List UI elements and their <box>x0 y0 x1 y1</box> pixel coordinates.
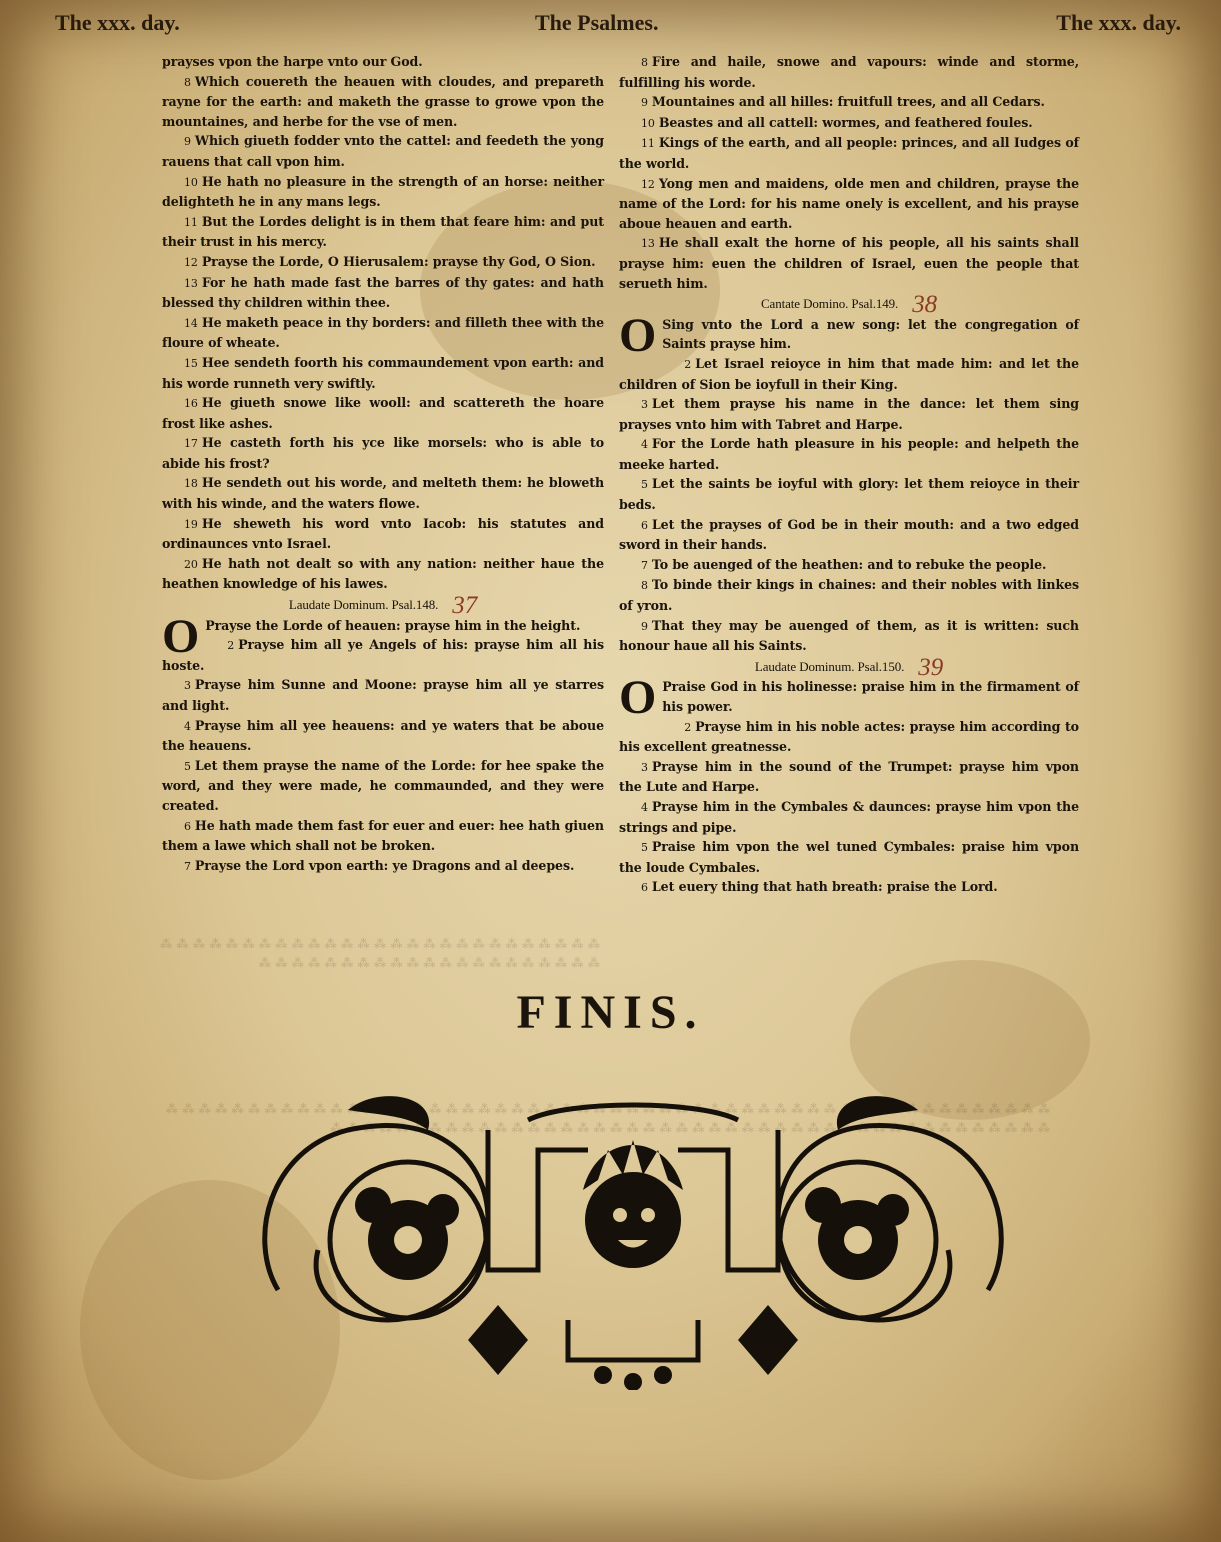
psalm-150-opening <box>619 671 1079 725</box>
verse <box>162 131 604 171</box>
verse-text: To binde their kings in chaines: and their nobles with linkes of yron. <box>619 577 1079 614</box>
verse-number: 17 <box>184 437 198 451</box>
verse-text: Which giueth fodder vnto the cattel: and feedeth the yong rauens that call vpon him. <box>162 133 604 169</box>
psalm-150-title <box>619 653 1079 681</box>
verse-number: 10 <box>184 175 198 189</box>
verse-number: 11 <box>641 137 655 151</box>
verse-text: Praise him vpon the wel tuned Cymbales: praise him vpon the loude Cymbales. <box>619 839 1079 875</box>
verse-text: He casteth forth his yce like morsels: who is able to abide his frost? <box>162 435 604 471</box>
verse <box>162 473 604 513</box>
verse <box>619 757 1079 797</box>
verse <box>162 72 604 132</box>
verse-text: Prayse him all yee heauens: and ye waters that be aboue the heauens. <box>162 717 604 754</box>
right-column <box>619 52 1079 898</box>
verse-text: He shall exalt the horne of his people, all his saints shall prayse him: euen the children of Israel, euen the people that serueth him. <box>619 235 1079 291</box>
verse-text: Fire and haile, snowe and vapours: winde and storme, fulfilling his worde. <box>619 54 1079 90</box>
psalm-150-verses <box>619 717 1079 898</box>
verse-number: 19 <box>184 517 198 531</box>
psalm-149-title <box>619 291 1079 319</box>
verse-text: Let the saints be ioyful with glory: let them reioyce in their beds. <box>619 476 1079 513</box>
show-through-text: ⁂ ⁂ ⁂ ⁂ ⁂ ⁂ ⁂ ⁂ ⁂ ⁂ ⁂ ⁂ ⁂ ⁂ ⁂ ⁂ ⁂ ⁂ ⁂ ⁂ ⁂ ⁂ ⁂ ⁂ ⁂ ⁂ ⁂ ⁂ ⁂ ⁂ ⁂ ⁂ ⁂ ⁂ ⁂ ⁂ ⁂ ⁂ ⁂ ⁂ ⁂ ⁂ ⁂ ⁂ ⁂ ⁂ ⁂ ⁂ <box>159 937 600 970</box>
verse-text: To be auenged of the heathen: and to rebuke the people. <box>651 556 1047 572</box>
verse-number: 2 <box>684 357 692 371</box>
verse <box>619 797 1079 837</box>
verse-number: 8 <box>184 75 191 89</box>
verse-number: 4 <box>641 800 648 814</box>
verse-number: 20 <box>184 557 198 571</box>
verse <box>619 133 1079 173</box>
verse-number: 12 <box>184 255 198 269</box>
verse <box>619 717 1079 757</box>
verse-text: Prayse the Lorde, O Hierusalem: prayse thy God, O Sion. <box>201 253 596 269</box>
psalm-148-title <box>162 592 604 620</box>
verse <box>162 393 604 433</box>
verse-text: Prayse him in the Cymbales & daunces: prayse him vpon the strings and pipe. <box>619 798 1079 835</box>
verse-number: 5 <box>641 478 648 492</box>
verse <box>162 635 604 675</box>
verse-text: Prayse him in the sound of the Trumpet: prayse him vpon the Lute and Harpe. <box>619 758 1079 795</box>
marginal-handwritten-number: 39 <box>918 653 944 681</box>
verse-number: 9 <box>184 135 191 149</box>
woodcut-tailpiece-ornament-icon <box>238 1090 1028 1394</box>
verse <box>619 515 1079 555</box>
verse-number: 12 <box>641 177 655 191</box>
verse-number: 14 <box>184 316 198 330</box>
verse-text: He sheweth his word vnto Iacob: his statutes and ordinaunces vnto Israel. <box>162 515 604 552</box>
verse <box>619 555 1079 576</box>
verse <box>162 716 604 756</box>
verse-number: 9 <box>641 96 648 110</box>
psalm-title-text: Cantate Domino. Psal.149. <box>760 296 899 312</box>
verse <box>162 856 604 877</box>
verse <box>619 92 1079 113</box>
verse-number: 9 <box>641 619 648 633</box>
verse <box>619 233 1079 293</box>
verse-text: Let them prayse the name of the Lorde: for hee spake the word, and they were made, he commaunded, and they were created. <box>162 757 604 813</box>
verse-number: 3 <box>184 679 191 693</box>
verse-text: He giueth snowe like wooll: and scattereth the hoare frost like ashes. <box>162 395 604 431</box>
verse <box>162 816 604 856</box>
verse-number: 8 <box>641 579 648 593</box>
verse-text: Prayse him Sunne and Moone: prayse him all ye starres and light. <box>162 677 604 713</box>
verse <box>162 273 604 313</box>
verse-text: Beastes and all cattell: wormes, and feathered foules. <box>658 114 1033 130</box>
show-through-text: ⁂ ⁂ ⁂ ⁂ ⁂ ⁂ ⁂ ⁂ ⁂ ⁂ ⁂ ⁂ ⁂ ⁂ ⁂ ⁂ ⁂ ⁂ ⁂ ⁂ ⁂ ⁂ ⁂ ⁂ ⁂ ⁂ ⁂ ⁂ ⁂ ⁂ ⁂ ⁂ ⁂ ⁂ ⁂ ⁂ ⁂ ⁂ ⁂ ⁂ ⁂ ⁂ ⁂ ⁂ ⁂ ⁂ ⁂ ⁂ ⁂ ⁂ ⁂ ⁂ ⁂ ⁂ ⁂ ⁂ ⁂ ⁂ ⁂ ⁂ ⁂ ⁂ ⁂ ⁂ ⁂ ⁂ ⁂ ⁂ ⁂ ⁂ ⁂ ⁂ ⁂ ⁂ ⁂ ⁂ ⁂ ⁂ ⁂ ⁂ ⁂ ⁂ ⁂ ⁂ ⁂ ⁂ ⁂ ⁂ ⁂ ⁂ ⁂ ⁂ ⁂ ⁂ ⁂ ⁂ ⁂ ⁂ <box>165 1102 1050 1135</box>
verse-text: But the Lordes delight is in them that feare him: and put their trust in his mercy. <box>162 213 604 250</box>
verse-text: Which couereth the heauen with cloudes, and prepareth rayne for the earth: and maketh the grasse to growe vpon the mountaines, and herbe for the vse of men. <box>162 73 604 129</box>
psalm-title-text: Laudate Dominum. Psal.150. <box>754 658 905 674</box>
verse <box>162 675 604 715</box>
verse <box>619 616 1079 656</box>
verse <box>162 756 604 816</box>
verse <box>619 174 1079 234</box>
verse-number: 2 <box>684 720 692 734</box>
verse <box>619 52 1079 92</box>
verse-number: 4 <box>184 719 191 733</box>
verse <box>619 474 1079 514</box>
opening-verse-text: Sing vnto the Lord a new song: let the congregation of Saints prayse him. <box>662 316 1079 352</box>
verse-text: For he hath made fast the barres of thy gates: and hath blessed thy children within thee. <box>162 274 604 311</box>
verse <box>619 113 1079 134</box>
verse-number: 3 <box>641 760 648 774</box>
verse <box>162 313 604 353</box>
verse-text: Mountaines and all hilles: fruitfull trees, and all Cedars. <box>651 94 1045 110</box>
verse <box>162 353 604 393</box>
verse-number: 6 <box>641 518 648 532</box>
verse <box>619 354 1079 394</box>
verse <box>619 434 1079 474</box>
drop-capital: O <box>619 308 657 362</box>
verse-text: He hath made them fast for euer and euer: hee hath giuen them a lawe which shall not be broken. <box>162 817 604 854</box>
verse <box>619 575 1079 615</box>
verse-text: He hath no pleasure in the strength of an horse: neither delighteth he in any mans legs. <box>162 173 604 210</box>
verse <box>619 877 1079 898</box>
verse-text: Kings of the earth, and all people: princes, and all Iudges of the world. <box>619 135 1079 171</box>
verse <box>162 514 604 554</box>
verse <box>619 837 1079 877</box>
running-head-center: The Psalmes. <box>535 10 659 35</box>
verse-number: 2 <box>227 639 235 653</box>
verse-text: For the Lorde hath pleasure in his people: and helpeth the meeke harted. <box>619 436 1079 472</box>
opening-verse-text: Prayse the Lorde of heauen: prayse him in the height. <box>205 617 581 633</box>
psalm-148-verses-continued <box>619 52 1079 293</box>
verse-number: 15 <box>184 356 198 370</box>
marginal-handwritten-number: 38 <box>912 291 938 319</box>
verse-number: 13 <box>184 276 198 290</box>
verse-text: Prayse him all ye Angels of his: prayse him all his hoste. <box>162 637 604 673</box>
verse <box>619 394 1079 434</box>
running-head-right: The xxx. day. <box>1056 10 1181 35</box>
verse-number: 6 <box>641 881 648 895</box>
verse-text: Let the prayses of God be in their mouth: and a two edged sword in their hands. <box>619 516 1079 553</box>
verse-number: 11 <box>184 215 198 229</box>
verse-number: 4 <box>641 438 648 452</box>
left-column <box>162 52 604 876</box>
verse-text: He sendeth out his worde, and melteth them: he bloweth with his winde, and the waters flowe. <box>162 475 604 512</box>
opening-verse-text: Praise God in his holinesse: praise him in the firmament of his power. <box>662 679 1079 714</box>
verse-number: 16 <box>184 397 198 411</box>
verse <box>162 212 604 252</box>
verse <box>162 172 604 212</box>
finis-heading: FINIS. <box>516 986 705 1039</box>
verse-text: Yong men and maidens, olde men and children, prayse the name of the Lord: for his name onely is excellent, and his prayse aboue heauen and earth. <box>619 175 1079 231</box>
verse-number: 7 <box>641 558 648 572</box>
verse <box>162 252 604 273</box>
verse-text: Hee sendeth foorth his commaundement vpon earth: and his worde runneth very swiftly. <box>162 354 604 391</box>
verse-text: That they may be auenged of them, as it is written: such honour haue all his Saints. <box>619 617 1079 654</box>
verse-number: 8 <box>641 56 648 69</box>
verse-text: Let Israel reioyce in him that made him: and let the children of Sion be ioyfull in their King. <box>619 355 1079 392</box>
verse-number: 5 <box>184 759 191 773</box>
drop-capital: O <box>162 609 200 663</box>
verse-text: Let euery thing that hath breath: praise the Lord. <box>651 879 998 895</box>
drop-capital: O <box>619 671 657 725</box>
verse-number: 7 <box>184 859 191 873</box>
verse-number: 10 <box>641 116 655 130</box>
verse-number: 6 <box>184 819 191 833</box>
verse-number: 3 <box>641 398 648 412</box>
verse-continuation: prayses vpon the harpe vnto our God. <box>162 54 423 69</box>
verse-number: 18 <box>184 477 198 491</box>
verse <box>162 433 604 473</box>
running-head-left: The xxx. day. <box>55 10 180 35</box>
psalm-148-verses <box>162 635 604 876</box>
verse-text: Prayse the Lord vpon earth: ye Dragons and al deepes. <box>194 857 575 873</box>
verse-number: 5 <box>641 841 648 855</box>
verse-text: He maketh peace in thy borders: and filleth thee with the floure of wheate. <box>162 314 604 351</box>
verse-number: 13 <box>641 237 655 251</box>
psalm-title-text: Laudate Dominum. Psal.148. <box>288 597 439 613</box>
verse-text: Let them prayse his name in the dance: let them sing prayses vnto him with Tabret and Harpe. <box>619 396 1079 432</box>
psalm-149-verses <box>619 354 1079 656</box>
verse-text: He hath not dealt so with any nation: neither haue the heathen knowledge of his lawes. <box>162 555 604 592</box>
verse <box>162 554 604 594</box>
psalm-147-verses <box>162 72 604 594</box>
psalm-149-opening <box>619 308 1079 362</box>
marginal-handwritten-number: 37 <box>452 592 478 620</box>
verse-text: Prayse him in his noble actes: prayse him according to his excellent greatnesse. <box>619 718 1079 755</box>
